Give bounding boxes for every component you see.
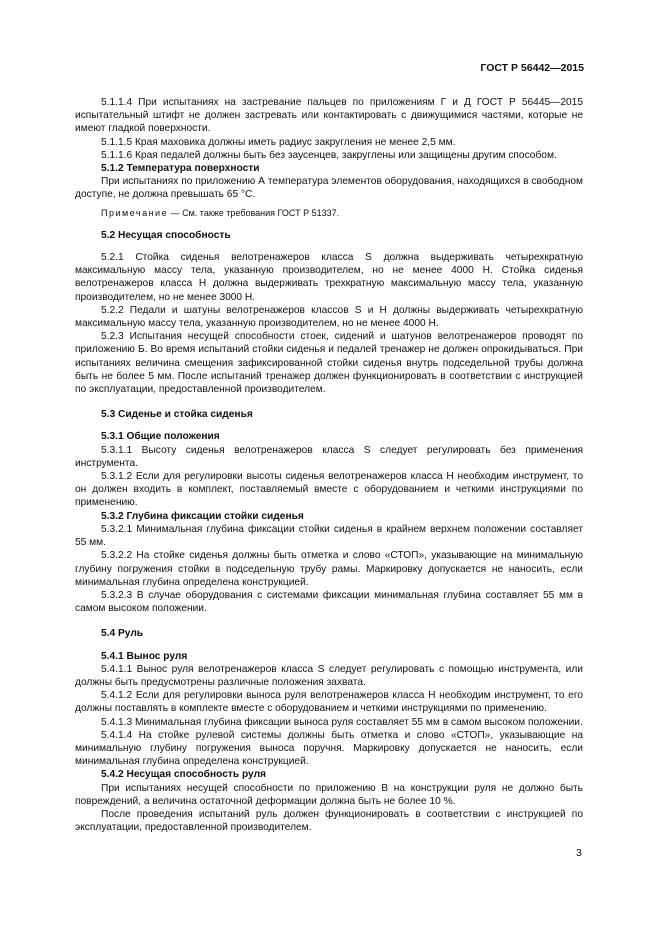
heading-5-2: 5.2 Несущая способность <box>101 229 231 241</box>
clause-5-1-2-text: При испытаниях по приложению А температура элементов оборудования, находящихся в свободном доступе, не должна превышать 65 °С. <box>75 176 583 201</box>
heading-5-3-2: 5.3.2 Глубина фиксации стойки сиденья <box>101 510 304 522</box>
clause-5-3-1-1: 5.3.1.1 Высоту сиденья велотренажеров класса S следует регулировать без применения инструмента. <box>75 444 583 469</box>
clause-5-3-2-2: 5.3.2.2 На стойке сиденья должны быть отметка и слово «СТОП», указывающие на минимальную глубину погружения стойки в подседельную трубу рамы. Маркировку допускается не наносить, если минимальная глубина определена конструкцией. <box>75 550 583 588</box>
document-code-header: ГОСТ Р 56442—2015 <box>480 62 584 74</box>
clause-5-2-2: 5.2.2 Педали и шатуны велотренажеров классов S и Н должны выдерживать четырехкратную максимальную массу тела, указанную производителем, но не менее 4000 Н. <box>75 304 583 330</box>
note <box>75 207 583 220</box>
clause-5-4-1-4: 5.4.1.4 На стойке рулевой системы должны быть отметка и слово «СТОП», указывающие на минимальную глубину погружения выноса поручня. Маркировку допускается не наносить, если минимальная глубина определена конструкцией. <box>75 729 583 768</box>
clause-5-4-1-1: 5.4.1.1 Вынос руля велотренажеров класса S следует регулировать с помощью инструмента, или должны быть предусмотрены различные положения захвата. <box>75 663 583 688</box>
heading-5-3-1: 5.3.1 Общие положения <box>101 431 220 443</box>
clause-5-1-1-5: 5.1.1.5 Края маховика должны иметь радиус закругления не менее 2,5 мм. <box>101 136 456 148</box>
note-text: — См. также требования ГОСТ Р 51337. <box>170 207 340 218</box>
clause-5-3-2-1: 5.3.2.1 Минимальная глубина фиксации стойки сиденья в крайнем верхнем положении составляет 55 мм. <box>75 523 583 549</box>
heading-5-4-2: 5.4.2 Несущая способность руля <box>101 769 266 781</box>
heading-5-3: 5.3 Сиденье и стойка сиденья <box>101 409 253 421</box>
clause-5-2-1: 5.2.1 Стойка сиденья велотренажеров класса S должна выдерживать четырехкратную максимальную массу тела, указанную производителем, но не менее 4000 Н. Стойка сиденья велотренажеров класса Н должна выдерживать трехкратную максимальную массу тела, указанную производителем, но не менее 3000 Н. <box>75 252 583 303</box>
clause-5-2-3: 5.2.3 Испытания несущей способности стоек, сидений и шатунов велотренажеров проводят по приложению Б. Во время испытаний стойки сиденья и педалей тренажер не должен опрокидываться. При испытаниях величина смещения зафиксированной стойки сиденья внутрь подседельной трубы должна быть не более 5 мм. После испытаний тренажер должен функционировать в соответствии с инструкцией по эксплуатации, предоставленной производителем. <box>75 331 583 396</box>
clause-5-4-2-text-2: После проведения испытаний руль должен функционировать в соответствии с инструкцией по эксплуатации, предоставленной производителем. <box>75 808 583 834</box>
clause-5-1-1-6: 5.1.1.6 Края педалей должны быть без заусенцев, закруглены или защищены другим способом. <box>101 149 557 161</box>
clause-5-4-1-3: 5.4.1.3 Минимальная глубина фиксации выноса руля составляет 55 мм в самом высоком положении. <box>101 716 583 728</box>
page-number: 3 <box>576 847 582 859</box>
heading-5-4-1: 5.4.1 Вынос руля <box>101 650 188 662</box>
clause-5-1-1-4: 5.1.1.4 При испытаниях на застревание пальцев по приложениям Г и Д ГОСТ Р 56445—2015 испытательный штифт не должен застревать или контактировать с движущимися частями, которые не имеют гладкой поверхности. <box>75 97 583 135</box>
heading-5-1-2: 5.1.2 Температура поверхности <box>101 163 260 175</box>
note-label: Примечание <box>101 207 169 218</box>
clause-5-3-1-2: 5.3.1.2 Если для регулировки высоты сиденья велотренажеров класса Н необходим инструмент, то он должен входить в комплект, поставляемый вместе с оборудованием и четкими инструкциями по применению. <box>75 471 583 509</box>
clause-5-4-1-2: 5.4.1.2 Если для регулировки выноса руля велотренажеров класса Н необходим инструмент, то его должны поставлять в комплекте вместе с оборудованием и четкими инструкциями по применению. <box>75 690 583 715</box>
heading-5-4: 5.4 Руль <box>101 628 144 640</box>
document-body <box>75 96 583 834</box>
clause-5-4-2-text-1: При испытаниях несущей способности по приложению В на конструкции руля не должно быть повреждений, а величина остаточной деформации должна быть не более 10 %. <box>75 782 583 807</box>
clause-5-3-2-3: 5.3.2.3 В случае оборудования с системами фиксации минимальная глубина составляет 55 мм в самом высоком положении. <box>75 589 583 615</box>
